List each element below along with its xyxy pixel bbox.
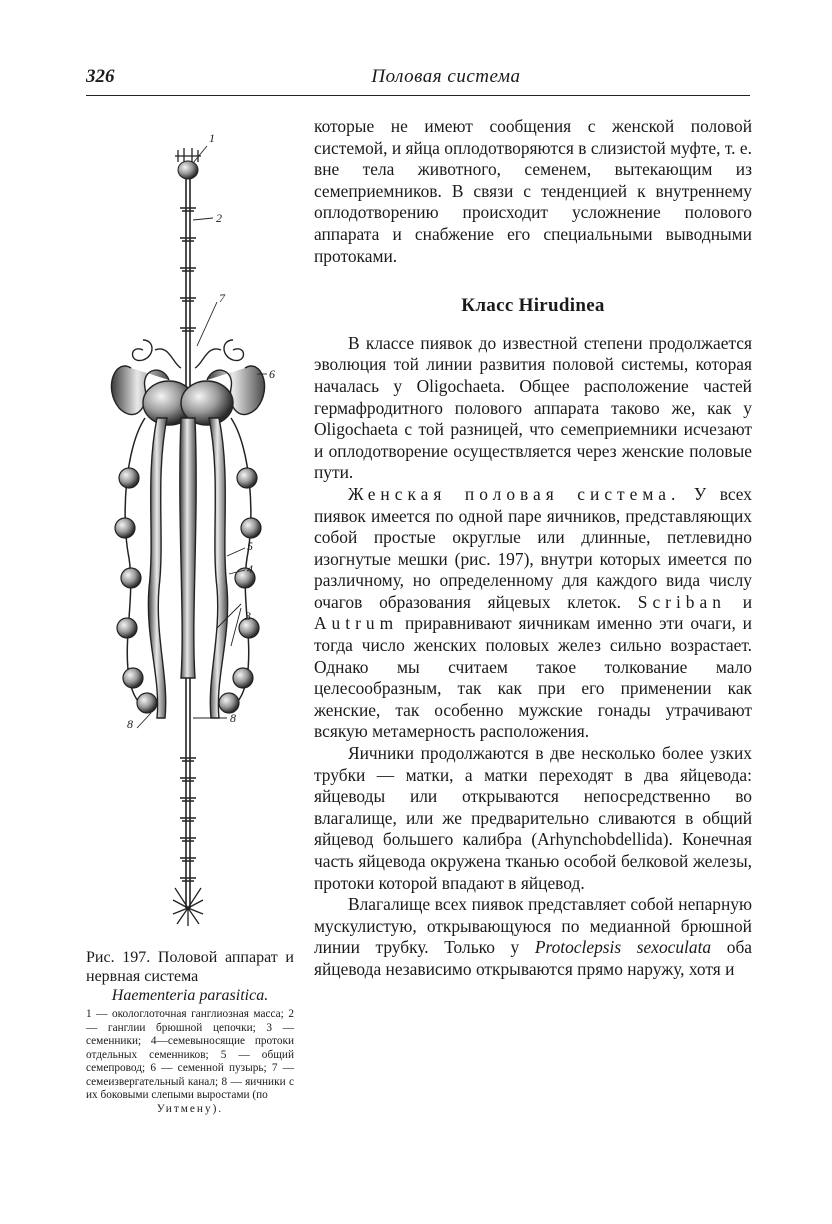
caption-title: Рис. 197. Половой аппарат и нервная система bbox=[86, 949, 294, 985]
seminal-vesicles bbox=[111, 340, 264, 425]
paragraph-4 bbox=[314, 894, 752, 980]
testis bbox=[117, 618, 137, 638]
author-autrum: Autrum bbox=[314, 613, 399, 634]
paragraph-4-b: оба яйцевода независимо открываются прямо наружу, хотя и bbox=[314, 937, 753, 979]
ganglion-mark bbox=[180, 818, 196, 821]
ganglion-mark bbox=[180, 208, 196, 211]
testis bbox=[219, 693, 239, 713]
caption-legend-end: Уитмену). bbox=[156, 1102, 224, 1115]
subsection-heading: Женская половая система. bbox=[348, 483, 681, 504]
running-head: Половая система bbox=[371, 66, 521, 87]
section-title: Класс Hirudinea bbox=[461, 295, 605, 317]
main-text-column bbox=[314, 116, 752, 981]
paragraph-2-and: и bbox=[742, 591, 752, 612]
figure-label-7: 7 bbox=[219, 291, 225, 305]
caption-species: Haementeria parasitica. bbox=[111, 987, 269, 1004]
testis bbox=[137, 693, 157, 713]
figure-label-2: 2 bbox=[216, 211, 222, 225]
paragraph-2 bbox=[314, 484, 752, 743]
paragraph-4-a: Влагалище всех пиявок представляет собой непарную мускулистую, открывающуюся по медианной брюшной линии трубку. Только у bbox=[314, 894, 752, 958]
figure-label-1: 1 bbox=[209, 131, 215, 145]
ganglion-mark bbox=[180, 858, 196, 861]
figure-label-8-left: 8 bbox=[127, 717, 133, 731]
testis bbox=[241, 518, 261, 538]
paragraph-2-b: приравнивают яичникам именно эти очаги, и тогда число женских половых желез сильно возрастает. Однако мы считаем такое толкование мало целесообразным, так как при его применении как женские, так особенно мужские гонады утрачивают всякую метамерность расположения. bbox=[314, 613, 752, 742]
ovaries bbox=[148, 418, 227, 718]
paragraph-1: В классе пиявок до известной степени продолжается эволюция той линии развития половой системы, которая началась у Oligochaeta. Общее расположение частей гермафродитного полового аппарата таково же, как у Oligochaeta с той разницей, что семеприемники исчезают и оплодотворение осуществляется через женские половые пути. bbox=[314, 332, 752, 483]
testis bbox=[121, 568, 141, 588]
ganglion-mark bbox=[180, 238, 196, 241]
figure-labels bbox=[127, 131, 275, 731]
ganglion-mark bbox=[180, 328, 196, 331]
tail-ganglion bbox=[173, 888, 203, 926]
ganglion-mark bbox=[180, 758, 196, 761]
page-header bbox=[86, 66, 750, 96]
paragraph-intro: которые не имеют сообщения с женской половой системой, и яйца оплодотворяются в слизистой муфте, т. е. вне тела животного, семенем, вытекающим из семеприемников. В связи с тенденцией к внутреннему оплодотворению происходит усложнение полового аппарата и снабжение его специальными выводными протоками. bbox=[314, 116, 752, 266]
ganglion-mark bbox=[180, 268, 196, 271]
figure-label-6: 6 bbox=[269, 367, 275, 381]
testis bbox=[115, 518, 135, 538]
testis bbox=[233, 668, 253, 688]
caption-legend: 1 — окологлоточная ганглиозная масса; 2 — ганглии брюшной цепочки; 3 — семенники; 4—семевыносящие протоки отдельных семенников; 5 — общий семепровод; 6 — семенной пузырь; 7 — семеизвергательный канал; 8 — яичники с их боковыми слепыми выростами (по bbox=[86, 1008, 294, 1101]
testis bbox=[237, 468, 257, 488]
page-number: 326 bbox=[86, 66, 115, 87]
ganglion-mark bbox=[180, 878, 196, 881]
figure-197-illustration bbox=[85, 118, 295, 938]
author-scriban: Scriban bbox=[637, 591, 726, 612]
head-ganglion bbox=[175, 148, 201, 179]
ganglion-mark bbox=[180, 838, 196, 841]
species-name: Protoclepsis sexoculata bbox=[534, 937, 712, 958]
figure-label-5: 5 bbox=[247, 539, 253, 553]
paragraph-2-a: У всех пиявок имеется по одной паре яичников, представляющих собой простые округлые или длинные, петлевидно изогнутые мешки (рис. 197), внутри которых имеется по различному, но определенному для каждого вида числу очагов образования яйцевых клеток. bbox=[314, 483, 752, 612]
ganglion-mark bbox=[180, 298, 196, 301]
paragraph-3: Яичники продолжаются в две несколько более узких трубки — матки, а матки переходят в два яйцевода: яйцеводы или открываются непосредственно во влагалище, или же предварительно сливаются в общий яйцевод большего калибра (Arhynchobdellida). Конечная часть яйцевода окружена тканью особой белковой железы, протоки которой впадают в яйцевод. bbox=[314, 743, 752, 893]
figure-label-4: 4 bbox=[247, 562, 253, 576]
header-rule bbox=[86, 95, 750, 96]
figure-label-8-right: 8 bbox=[230, 711, 236, 725]
testis bbox=[123, 668, 143, 688]
ganglion-mark bbox=[180, 798, 196, 801]
ganglion-mark bbox=[180, 778, 196, 781]
figure-label-3: 3 bbox=[245, 609, 251, 623]
testis bbox=[119, 468, 139, 488]
figure-caption bbox=[86, 948, 294, 1116]
